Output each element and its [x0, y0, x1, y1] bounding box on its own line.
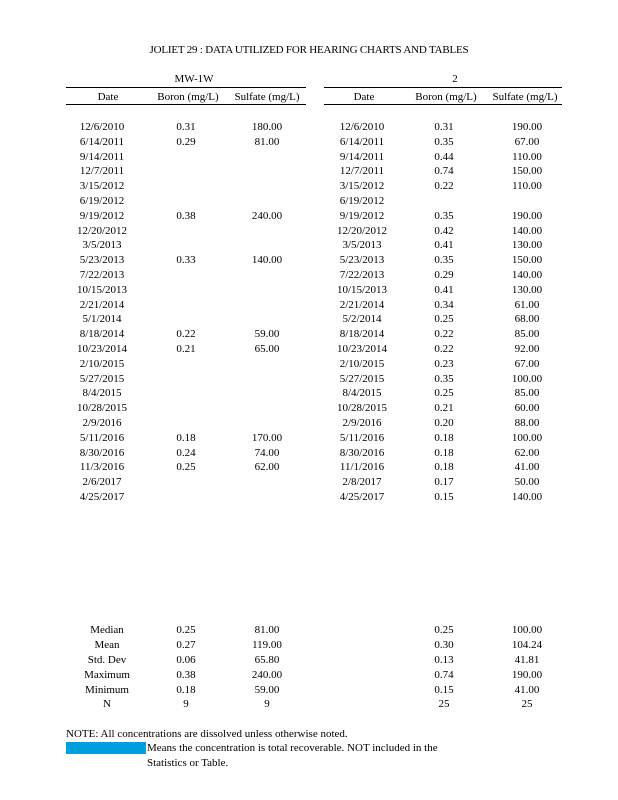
table-cell-boron: 0.20: [434, 416, 454, 429]
table-cell-date: 6/19/2012: [339, 194, 385, 207]
well-2-name: 2: [452, 73, 458, 85]
table-cell-boron: 0.74: [434, 165, 454, 178]
table-cell-date: 8/18/2014: [79, 328, 125, 341]
table-cell-date: 4/25/2017: [79, 490, 125, 503]
table-cell-boron: [166, 475, 206, 490]
table-cell-date: 12/7/2011: [339, 165, 385, 178]
table-cell-date: 5/23/2013: [79, 254, 125, 267]
table-cell-sulfate: [240, 312, 294, 327]
table-cell-sulfate: [240, 268, 294, 283]
table-cell-sulfate: 130.00: [511, 239, 543, 252]
table-cell-date: 12/7/2011: [79, 165, 125, 178]
table-cell-sulfate: 150.00: [511, 254, 543, 267]
table-cell-date: 9/19/2012: [79, 209, 125, 222]
stats-label: N: [103, 698, 111, 711]
table-cell-boron: 0.33: [176, 254, 196, 267]
table-cell-boron: [166, 283, 206, 298]
well-2-stats-boron: [424, 623, 464, 712]
table-cell-boron: 0.24: [176, 446, 196, 459]
table-cell-date: 8/30/2016: [339, 446, 385, 459]
table-cell-sulfate: 62.00: [514, 446, 540, 459]
table-cell-date: 5/23/2013: [339, 254, 385, 267]
stats-cell-boron: 9: [183, 698, 189, 711]
table-cell-date: 2/21/2014: [339, 298, 385, 311]
table-cell-sulfate: 110.00: [512, 150, 542, 163]
table-cell-sulfate: [240, 179, 294, 194]
table-cell-sulfate: [240, 357, 294, 372]
stats-cell-boron: 0.18: [176, 683, 196, 696]
table-cell-boron: 0.22: [176, 328, 196, 341]
table-cell-boron: [166, 312, 206, 327]
table-cell-sulfate: 130.00: [511, 283, 543, 296]
table-cell-boron: 0.18: [434, 461, 454, 474]
well-2-boron-column: [424, 120, 464, 505]
table-cell-date: 3/5/2013: [82, 239, 122, 252]
table-cell-date: 12/6/2010: [79, 121, 125, 133]
table-cell-sulfate: 41.00: [514, 461, 540, 474]
stats-cell-sulfate: 25: [521, 698, 533, 711]
table-cell-sulfate: 92.00: [514, 342, 540, 355]
stats-cell-sulfate: 41.81: [514, 653, 540, 666]
well-1-name: MW-1W: [174, 73, 214, 85]
well-2-header-rule: [324, 104, 562, 105]
table-cell-sulfate: 68.00: [514, 313, 540, 326]
table-cell-date: 7/22/2013: [79, 268, 125, 281]
table-cell-sulfate: 59.00: [254, 328, 280, 341]
table-cell-sulfate: [240, 490, 294, 505]
table-cell-date: 9/14/2011: [79, 150, 125, 163]
table-cell-date: 5/2/2014: [342, 313, 382, 326]
table-cell-sulfate: 62.00: [254, 461, 280, 474]
table-cell-sulfate: [240, 238, 294, 253]
table-cell-boron: [166, 268, 206, 283]
table-cell-boron: [166, 164, 206, 179]
table-cell-date: 2/10/2015: [339, 357, 385, 370]
stats-cell-boron: 0.13: [434, 653, 454, 666]
table-cell-date: 11/1/2016: [339, 461, 385, 474]
table-cell-boron: [166, 238, 206, 253]
table-cell-date: 3/15/2012: [339, 180, 385, 193]
table-cell-date: 7/22/2013: [339, 268, 385, 281]
table-cell-sulfate: 240.00: [251, 209, 283, 222]
table-cell-boron: [166, 150, 206, 165]
note-line-1: NOTE: All concentrations are dissolved unless otherwise noted.: [66, 728, 348, 740]
table-cell-boron: 0.22: [434, 180, 454, 193]
table-cell-boron: 0.38: [176, 209, 196, 222]
stats-label-column: [70, 623, 144, 712]
table-cell-boron: 0.31: [176, 121, 196, 133]
table-cell-date: 5/27/2015: [339, 372, 385, 385]
table-cell-boron: 0.22: [434, 328, 454, 341]
stats-cell-boron: 25: [438, 698, 450, 711]
table-cell-sulfate: 170.00: [251, 431, 283, 444]
table-cell-boron: 0.18: [434, 446, 454, 459]
page-title: JOLIET 29 : DATA UTILIZED FOR HEARING CHARTS AND TABLES: [149, 44, 469, 56]
stats-cell-sulfate: 100.00: [511, 624, 543, 636]
table-cell-sulfate: 74.00: [254, 446, 280, 459]
table-cell-sulfate: 61.00: [514, 298, 540, 311]
table-cell-date: 5/11/2016: [79, 431, 125, 444]
well-1-date-header: Date: [97, 91, 119, 103]
stats-cell-boron: 0.25: [176, 624, 196, 636]
well-1-date-column: [70, 120, 134, 505]
stats-cell-sulfate: 9: [264, 698, 270, 711]
table-cell-boron: [166, 490, 206, 505]
table-cell-boron: 0.35: [434, 254, 454, 267]
table-cell-sulfate: 100.00: [511, 431, 543, 444]
stats-cell-sulfate: 81.00: [254, 624, 280, 636]
table-cell-boron: [166, 386, 206, 401]
table-cell-sulfate: [240, 164, 294, 179]
table-cell-sulfate: 65.00: [254, 342, 280, 355]
stats-cell-sulfate: 41.00: [514, 683, 540, 696]
table-cell-sulfate: [240, 298, 294, 313]
table-cell-date: 4/25/2017: [339, 490, 385, 503]
table-cell-boron: 0.25: [434, 313, 454, 326]
table-cell-date: 5/27/2015: [79, 372, 125, 385]
table-cell-boron: [166, 298, 206, 313]
table-cell-date: 10/15/2013: [76, 283, 128, 296]
table-cell-boron: 0.35: [434, 135, 454, 148]
table-cell-date: 8/4/2015: [82, 387, 122, 400]
table-cell-date: 2/6/2017: [82, 476, 122, 489]
table-cell-boron: 0.22: [434, 342, 454, 355]
stats-label: Mean: [94, 638, 120, 651]
table-cell-date: 6/14/2011: [339, 135, 385, 148]
table-cell-sulfate: [240, 401, 294, 416]
table-cell-sulfate: 190.00: [511, 209, 543, 222]
table-cell-sulfate: 140.00: [511, 224, 543, 237]
table-cell-date: 2/21/2014: [79, 298, 125, 311]
table-cell-sulfate: 110.00: [512, 180, 542, 193]
table-cell-boron: 0.18: [176, 431, 196, 444]
table-cell-sulfate: 67.00: [514, 357, 540, 370]
well-2-boron-header: Boron (mg/L): [415, 91, 477, 103]
well-2-sulfate-column: [500, 120, 554, 505]
table-cell-boron: 0.25: [176, 461, 196, 474]
table-cell-sulfate: [240, 283, 294, 298]
well-1-sulfate-header: Sulfate (mg/L): [234, 91, 300, 103]
table-cell-boron: 0.42: [434, 224, 454, 237]
table-cell-sulfate: [240, 194, 294, 209]
table-cell-boron: [424, 194, 464, 209]
table-cell-sulfate: 88.00: [514, 416, 540, 429]
table-cell-sulfate: 81.00: [254, 135, 280, 148]
table-cell-sulfate: 85.00: [514, 387, 540, 400]
table-cell-boron: 0.17: [434, 476, 454, 489]
table-cell-boron: [166, 416, 206, 431]
total-recoverable-highlight-swatch: [66, 742, 146, 754]
stats-cell-boron: 0.06: [176, 653, 196, 666]
table-cell-boron: [166, 372, 206, 387]
table-cell-date: 2/9/2016: [342, 416, 382, 429]
table-cell-sulfate: 140.00: [251, 254, 283, 267]
table-cell-date: 10/15/2013: [336, 283, 388, 296]
table-cell-sulfate: [240, 372, 294, 387]
table-cell-date: 2/10/2015: [79, 357, 125, 370]
table-cell-boron: 0.35: [434, 209, 454, 222]
table-cell-sulfate: 140.00: [511, 268, 543, 281]
well-1-stats-sulfate: [240, 623, 294, 712]
stats-cell-sulfate: 59.00: [254, 683, 280, 696]
table-cell-sulfate: 190.00: [511, 121, 543, 133]
table-cell-date: 8/18/2014: [339, 328, 385, 341]
stats-cell-boron: 0.38: [176, 668, 196, 681]
stats-cell-boron: 0.27: [176, 638, 196, 651]
table-cell-boron: [166, 357, 206, 372]
well-2-top-rule: [324, 87, 562, 88]
well-1-top-rule: [66, 87, 306, 88]
table-cell-date: 12/20/2012: [76, 224, 128, 237]
table-cell-date: 6/19/2012: [79, 194, 125, 207]
table-cell-boron: [166, 224, 206, 239]
note-line-2: Means the concentration is total recoverable. NOT included in the: [147, 742, 438, 754]
table-cell-boron: 0.15: [434, 490, 454, 503]
table-cell-sulfate: [240, 416, 294, 431]
table-cell-date: 11/3/2016: [79, 461, 125, 474]
table-cell-date: 10/28/2015: [336, 402, 388, 415]
table-cell-date: 8/4/2015: [342, 387, 382, 400]
table-cell-date: 9/19/2012: [339, 209, 385, 222]
stats-cell-sulfate: 240.00: [251, 668, 283, 681]
well-2-date-header: Date: [353, 91, 375, 103]
table-cell-sulfate: 60.00: [514, 402, 540, 415]
table-cell-boron: 0.41: [434, 283, 454, 296]
table-cell-sulfate: 50.00: [514, 476, 540, 489]
table-cell-boron: [166, 194, 206, 209]
well-1-sulfate-column: [240, 120, 294, 505]
table-cell-boron: 0.29: [434, 268, 454, 281]
well-2-sulfate-header: Sulfate (mg/L): [492, 91, 558, 103]
table-cell-date: 9/14/2011: [339, 150, 385, 163]
table-cell-sulfate: 67.00: [514, 135, 540, 148]
table-cell-sulfate: 85.00: [514, 328, 540, 341]
table-cell-date: 3/15/2012: [79, 180, 125, 193]
well-2-stats-sulfate: [500, 623, 554, 712]
table-cell-sulfate: [240, 224, 294, 239]
table-cell-sulfate: 140.00: [511, 490, 543, 503]
table-cell-boron: 0.44: [434, 150, 454, 163]
table-cell-date: 5/11/2016: [339, 431, 385, 444]
table-cell-boron: [166, 179, 206, 194]
stats-cell-sulfate: 104.24: [511, 638, 543, 651]
table-cell-sulfate: 150.00: [511, 165, 543, 178]
table-cell-date: 10/23/2014: [336, 342, 388, 355]
table-cell-sulfate: [240, 475, 294, 490]
table-cell-boron: 0.29: [176, 135, 196, 148]
stats-label: Median: [90, 624, 124, 636]
table-cell-boron: 0.18: [434, 431, 454, 444]
stats-cell-boron: 0.30: [434, 638, 454, 651]
table-cell-sulfate: 100.00: [511, 372, 543, 385]
table-cell-boron: 0.35: [434, 372, 454, 385]
stats-cell-sulfate: 190.00: [511, 668, 543, 681]
table-cell-date: 6/14/2011: [79, 135, 125, 148]
table-cell-date: 2/8/2017: [342, 476, 382, 489]
table-cell-date: 5/1/2014: [82, 313, 122, 326]
table-cell-sulfate: [500, 194, 554, 209]
table-cell-sulfate: 180.00: [251, 121, 283, 133]
note-line-3: Statistics or Table.: [147, 757, 229, 769]
stats-cell-sulfate: 65.80: [254, 653, 280, 666]
table-cell-date: 10/28/2015: [76, 402, 128, 415]
stats-cell-boron: 0.15: [434, 683, 454, 696]
stats-cell-sulfate: 119.00: [252, 638, 282, 651]
table-cell-boron: 0.41: [434, 239, 454, 252]
table-cell-date: 12/20/2012: [336, 224, 388, 237]
table-cell-boron: 0.21: [176, 342, 196, 355]
well-1-header-rule: [66, 104, 306, 105]
stats-label: Minimum: [84, 683, 129, 696]
table-cell-date: 3/5/2013: [342, 239, 382, 252]
stats-cell-boron: 0.25: [434, 624, 454, 636]
stats-label: Maximum: [84, 668, 130, 681]
table-cell-boron: 0.31: [434, 121, 454, 133]
well-1-boron-header: Boron (mg/L): [157, 91, 219, 103]
table-cell-boron: [166, 401, 206, 416]
table-cell-date: 10/23/2014: [76, 342, 128, 355]
well-1-boron-column: [166, 120, 206, 505]
table-cell-date: 12/6/2010: [339, 121, 385, 133]
well-1-stats-boron: [166, 623, 206, 712]
table-cell-boron: 0.23: [434, 357, 454, 370]
well-2-date-column: [330, 120, 394, 505]
table-cell-date: 2/9/2016: [82, 416, 122, 429]
table-cell-boron: 0.21: [434, 402, 454, 415]
table-cell-sulfate: [240, 150, 294, 165]
table-cell-boron: 0.25: [434, 387, 454, 400]
table-cell-date: 8/30/2016: [79, 446, 125, 459]
table-cell-sulfate: [240, 386, 294, 401]
table-cell-boron: 0.34: [434, 298, 454, 311]
stats-label: Std. Dev: [87, 653, 127, 666]
stats-cell-boron: 0.74: [434, 668, 454, 681]
